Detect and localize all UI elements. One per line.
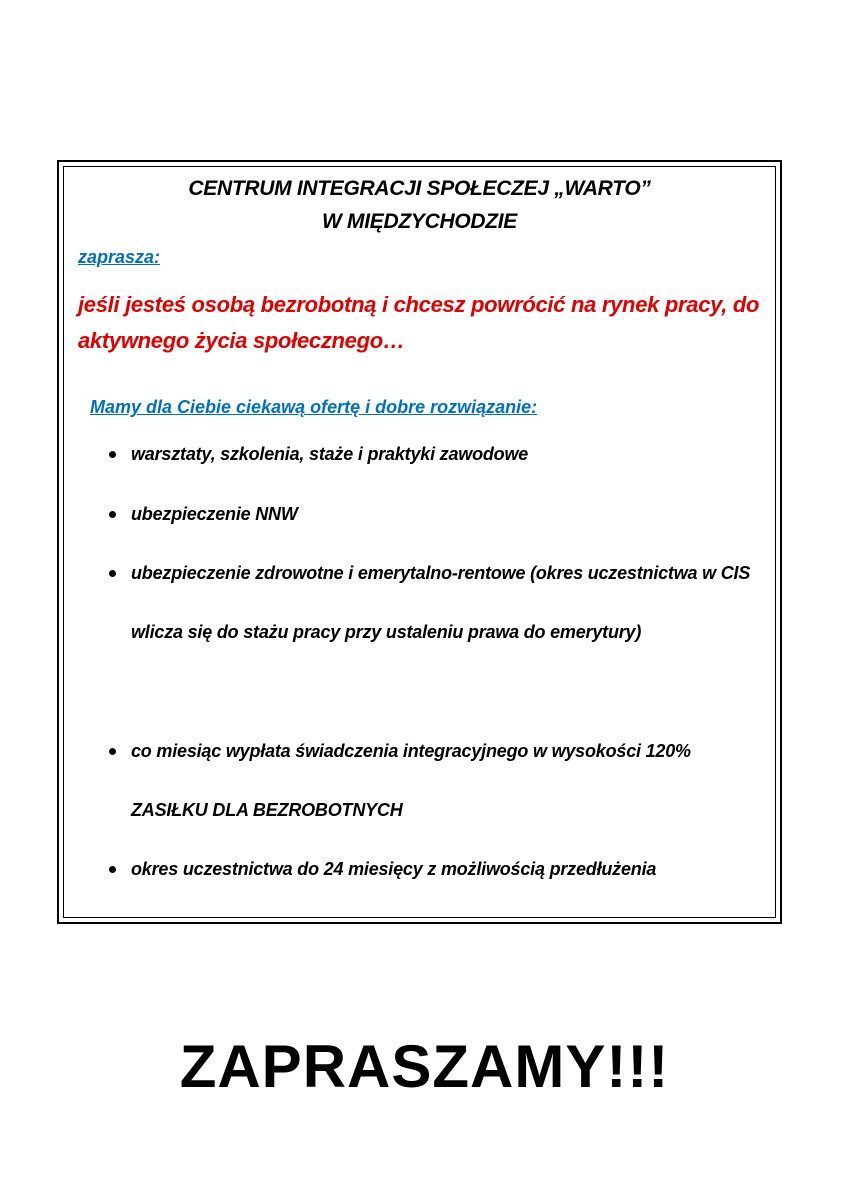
list-item xyxy=(131,485,771,544)
list-item xyxy=(131,544,771,662)
list-item-text: ubezpieczenie zdrowotne i emerytalno-rentowe (okres uczestnictwa w CIS wlicza się do stażu pracy przy ustaleniu prawa do emerytury) xyxy=(131,563,751,642)
title-line-1: CENTRUM INTEGRACJI SPOŁECZEJ „WARTO” xyxy=(188,177,651,200)
info-box xyxy=(57,160,782,924)
bullet-icon xyxy=(109,451,116,458)
bullet-icon xyxy=(109,866,116,873)
info-box-inner xyxy=(63,166,776,918)
invite-label: zaprasza: xyxy=(78,247,161,267)
bullet-icon xyxy=(109,748,116,755)
title-line-2: W MIĘDZYCHODZIE xyxy=(322,210,517,233)
bullet-icon xyxy=(109,511,116,518)
list-item xyxy=(131,840,771,899)
list-item-text: ubezpieczenie NNW xyxy=(131,504,298,524)
offer-heading: Mamy dla Ciebie ciekawą ofertę i dobre rozwiązanie: xyxy=(90,397,538,417)
list-item xyxy=(131,722,771,840)
list-item xyxy=(131,425,771,484)
list-item-text: okres uczestnictwa do 24 miesięcy z możliwością przedłużenia xyxy=(131,859,657,879)
list-item-text: co miesiąc wypłata świadczenia integracyjnego w wysokości 120% ZASIŁKU DLA BEZROBOTNYCH xyxy=(131,741,691,820)
call-to-action: ZAPRASZAMY!!! xyxy=(179,1033,670,1100)
bullet-icon xyxy=(109,570,116,577)
list-item-text: warsztaty, szkolenia, staże i praktyki zawodowe xyxy=(131,444,529,464)
lead-text: jeśli jesteś osobą bezrobotną i chcesz powrócić na rynek pracy, do aktywnego życia społecznego… xyxy=(78,292,760,353)
